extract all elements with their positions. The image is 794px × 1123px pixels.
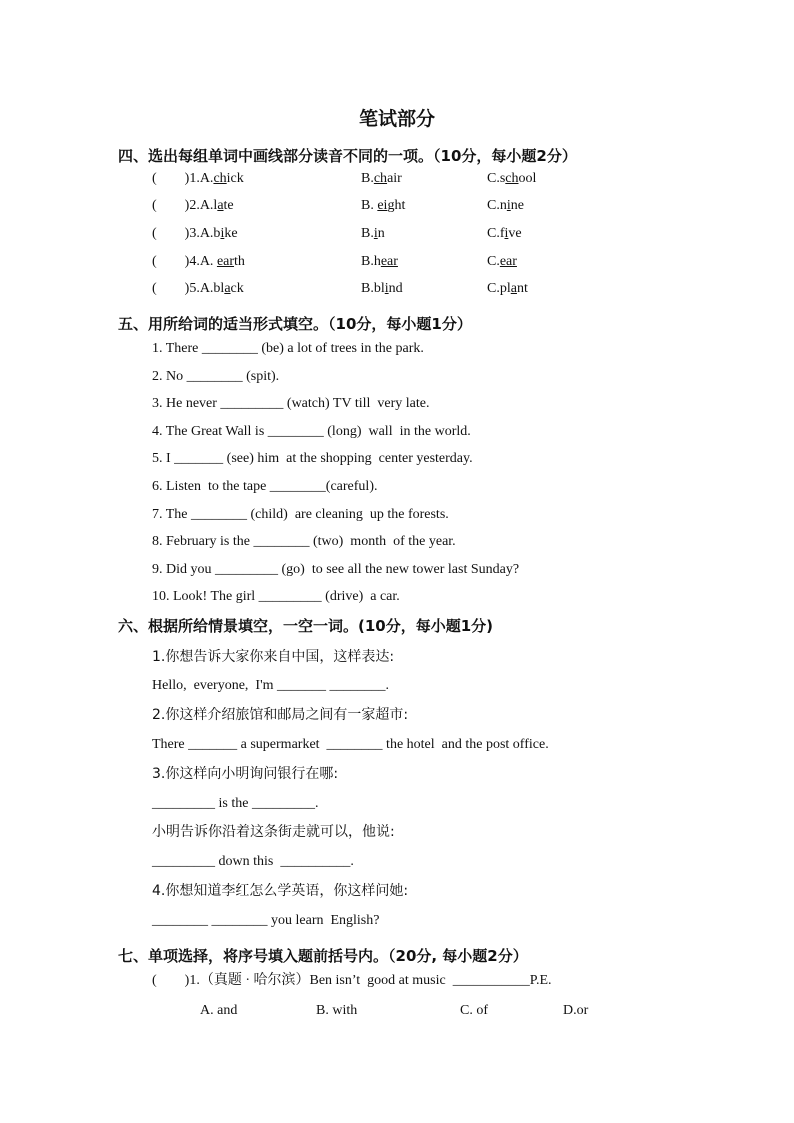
word-part: B. bbox=[361, 198, 378, 213]
underlined-letters: i bbox=[384, 281, 389, 296]
option-b-word bbox=[361, 280, 403, 298]
choice-question-1: ( )1.（真题 · 哈尔滨）Ben isn’t good at music ___________P.E. bbox=[152, 973, 552, 988]
word-part: ght bbox=[387, 198, 406, 213]
underlined-letters: a bbox=[224, 281, 231, 296]
option-c-word bbox=[487, 197, 524, 215]
situation-3: 3.你这样向小明询问银行在哪: bbox=[152, 766, 339, 782]
fill-blank-item: 8. February is the ________ (two) month of the year. bbox=[152, 534, 456, 549]
underlined-letters: ch bbox=[213, 171, 227, 186]
word-part: C.f bbox=[487, 226, 505, 241]
underlined-letters: i bbox=[373, 226, 378, 241]
underlined-letters: ch bbox=[505, 171, 519, 186]
option-a-word bbox=[152, 170, 244, 188]
answer-1: Hello, everyone, I'm _______ ________. bbox=[152, 678, 389, 693]
option-c-word bbox=[487, 280, 528, 298]
fill-blank-item: 7. The ________ (child) are cleaning up the forests. bbox=[152, 507, 449, 522]
option-b-word bbox=[361, 225, 385, 243]
section-5-heading: 五、用所给词的适当形式填空。（10分，每小题1分） bbox=[118, 315, 472, 333]
underlined-letters: i bbox=[504, 226, 509, 241]
fill-blank-item: 6. Listen to the tape ________(careful). bbox=[152, 479, 378, 494]
fill-blank-item: 3. He never _________ (watch) TV till very late. bbox=[152, 396, 430, 411]
option-a: A. and bbox=[200, 1003, 238, 1018]
underlined-letters: ch bbox=[373, 171, 388, 186]
word-part: te bbox=[223, 198, 234, 213]
word-part: B.h bbox=[361, 254, 381, 269]
underlined-letters: i bbox=[506, 198, 511, 213]
question-number: ( )5.A.bl bbox=[152, 281, 225, 296]
underlined-letters: ei bbox=[377, 198, 388, 213]
situation-3b: 小明告诉你沿着这条街走就可以，他说: bbox=[152, 824, 395, 840]
question-number: ( )4.A. bbox=[152, 254, 217, 269]
underlined-letters: a bbox=[217, 198, 224, 213]
word-part: ck bbox=[230, 281, 244, 296]
underlined-letters: ear bbox=[216, 254, 235, 269]
section-4-heading: 四、选出每组单词中画线部分读音不同的一项。（10分，每小题2分） bbox=[118, 147, 577, 165]
word-part: C.n bbox=[487, 198, 507, 213]
word-part: C. bbox=[487, 254, 500, 269]
answer-4: ________ ________ you learn English? bbox=[152, 913, 380, 928]
word-part: ve bbox=[508, 226, 522, 241]
word-part: ne bbox=[510, 198, 524, 213]
underlined-letters: ear bbox=[380, 254, 398, 269]
page-title: 笔试部分 bbox=[358, 108, 435, 130]
option-b-word bbox=[361, 197, 405, 215]
situation-4: 4.你想知道李红怎么学英语，你这样问她: bbox=[152, 883, 409, 899]
word-part: C.pl bbox=[487, 281, 511, 296]
option-d: D.or bbox=[563, 1003, 589, 1018]
word-part: C.s bbox=[487, 171, 506, 186]
fill-blank-item: 10. Look! The girl _________ (drive) a car. bbox=[152, 589, 400, 604]
fill-blank-item: 2. No ________ (spit). bbox=[152, 369, 280, 384]
word-part: B. bbox=[361, 171, 374, 186]
word-part: B. bbox=[361, 226, 374, 241]
option-c-word bbox=[487, 225, 522, 243]
fill-blank-item: 9. Did you _________ (go) to see all the new tower last Sunday? bbox=[152, 562, 520, 577]
answer-3b: _________ down this __________. bbox=[152, 854, 354, 869]
underlined-letters: ear bbox=[499, 254, 517, 269]
word-part: ke bbox=[224, 226, 238, 241]
fill-blank-item: 1. There ________ (be) a lot of trees in the park. bbox=[152, 341, 424, 356]
option-b-word bbox=[361, 170, 402, 188]
option-c-word bbox=[487, 253, 517, 271]
word-part: ool bbox=[518, 171, 537, 186]
word-part: air bbox=[387, 171, 402, 186]
situation-1: 1.你想告诉大家你来自中国，这样表达: bbox=[152, 649, 395, 665]
question-number: ( )3.A.b bbox=[152, 226, 221, 241]
option-a-word bbox=[152, 280, 244, 298]
word-part: B.bl bbox=[361, 281, 385, 296]
question-number: ( )1.A. bbox=[152, 171, 214, 186]
section-6-heading: 六、根据所给情景填空，一空一词。(10分，每小题1分) bbox=[118, 617, 494, 635]
option-c-word bbox=[487, 170, 536, 188]
section-7-heading: 七、单项选择，将序号填入题前括号内。（20分, 每小题2分） bbox=[118, 947, 528, 965]
fill-blank-item: 4. The Great Wall is ________ (long) wall in the world. bbox=[152, 424, 471, 439]
option-b: B. with bbox=[316, 1003, 358, 1018]
underlined-letters: i bbox=[220, 226, 225, 241]
word-part: nd bbox=[388, 281, 403, 296]
word-part: th bbox=[234, 254, 245, 269]
fill-blank-item: 5. I _______ (see) him at the shopping center yesterday. bbox=[152, 451, 473, 466]
option-a-word bbox=[152, 197, 234, 215]
word-part: nt bbox=[516, 281, 528, 296]
word-part: ick bbox=[226, 171, 244, 186]
option-a-word bbox=[152, 225, 238, 243]
option-b-word bbox=[361, 253, 398, 271]
question-number: ( )2.A.l bbox=[152, 198, 218, 213]
situation-2: 2.你这样介绍旅馆和邮局之间有一家超市: bbox=[152, 707, 409, 723]
underlined-letters: a bbox=[510, 281, 517, 296]
answer-3: _________ is the _________. bbox=[152, 796, 319, 811]
option-a-word bbox=[152, 253, 245, 271]
option-c: C. of bbox=[460, 1003, 488, 1018]
word-part: n bbox=[377, 226, 385, 241]
answer-2: There _______ a supermarket ________ the hotel and the post office. bbox=[152, 737, 549, 752]
